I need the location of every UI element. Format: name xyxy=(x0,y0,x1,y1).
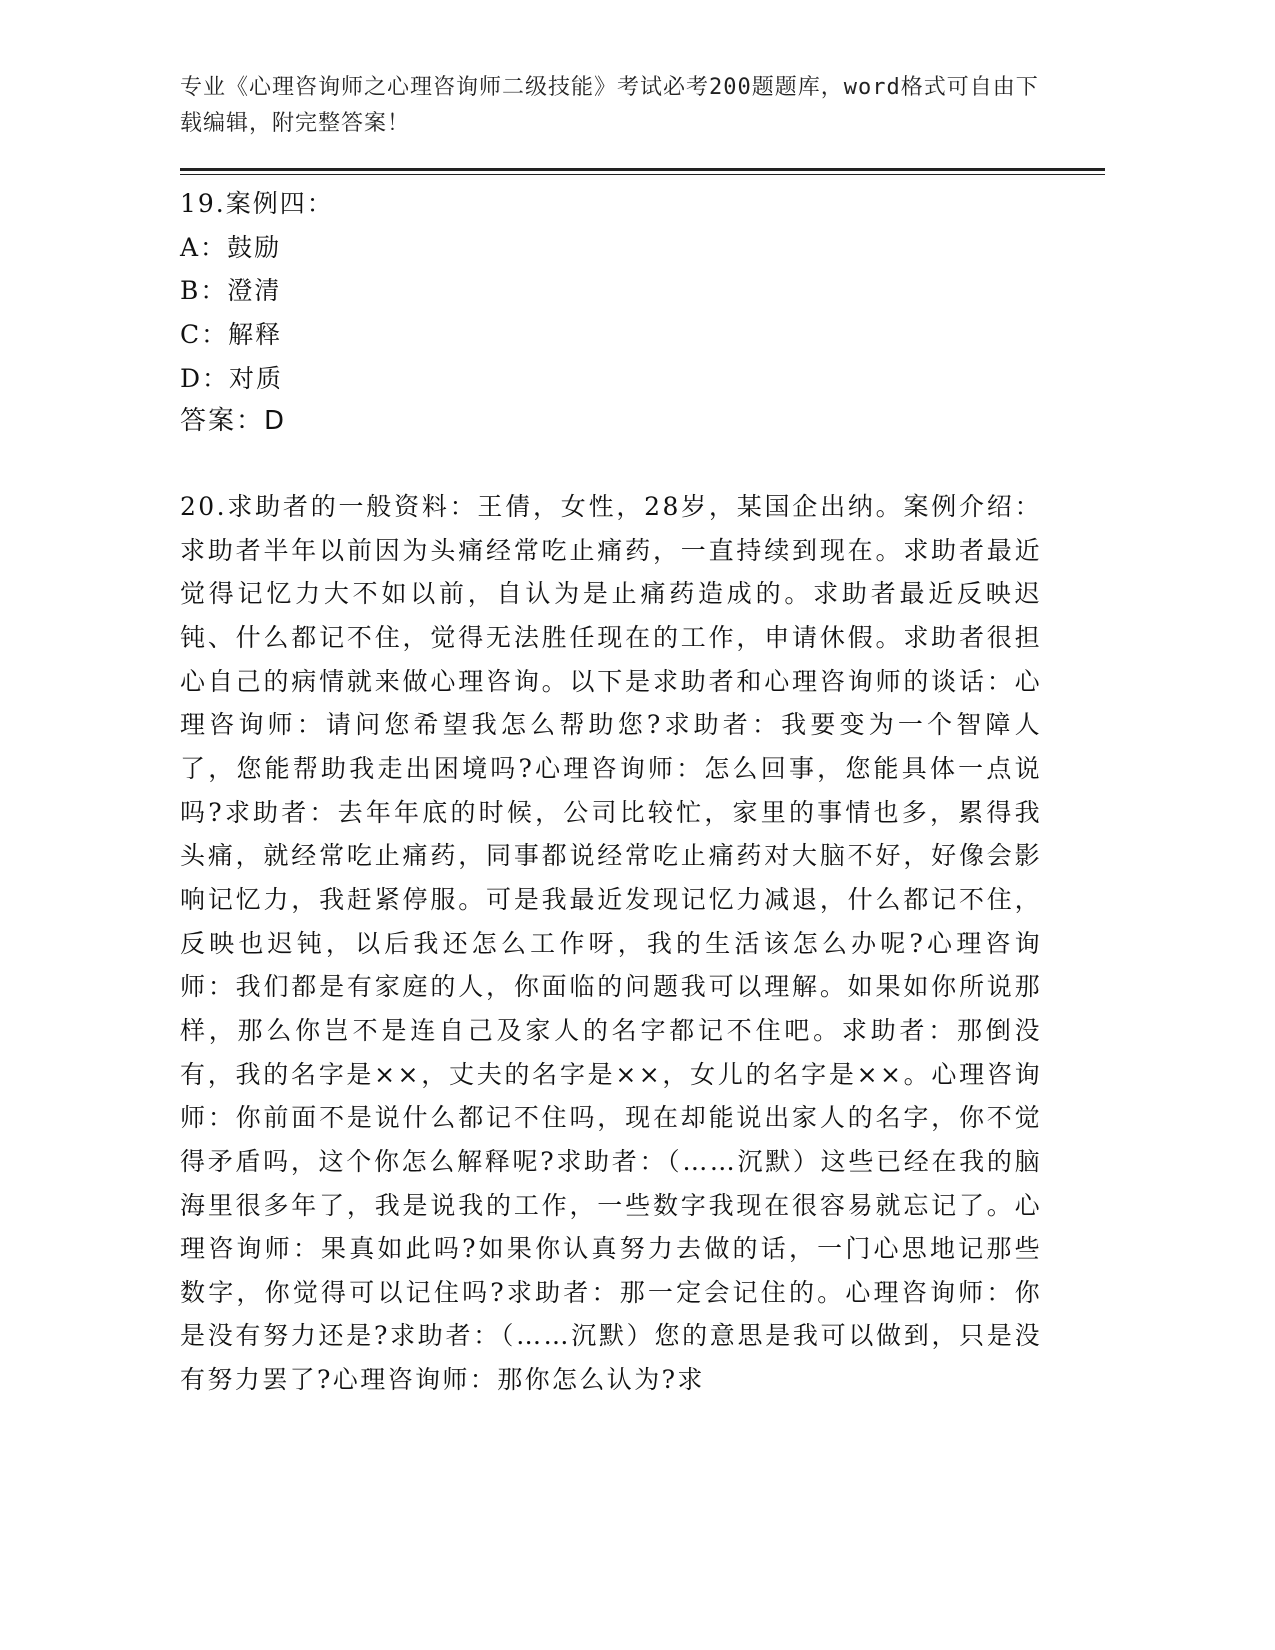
header-rule-thin xyxy=(180,174,1105,175)
option-b xyxy=(180,269,1080,313)
option-key: D： xyxy=(180,363,230,393)
question-stem: 19.案例四： xyxy=(180,189,334,218)
document-header: 专业《心理咨询师之心理咨询师二级技能》考试必考200题题库，word格式可自由下载编辑，附完整答案！ xyxy=(180,75,1039,136)
option-key: B： xyxy=(180,276,228,306)
option-key: A： xyxy=(180,232,228,262)
option-text: 鼓励 xyxy=(227,232,282,262)
option-text: 对质 xyxy=(229,363,284,393)
question-20-paragraph: 20.求助者的一般资料：王倩，女性，28岁，某国企出纳。案例介绍：求助者半年以前因为头痛经常吃止痛药，一直持续到现在。求助者最近觉得记忆力大不如以前，自认为是止痛药造成的。求助者最近反映迟钝、什么都记不住，觉得无法胜任现在的工作，申请休假。求助者很担心自己的病情就来做心理咨询。以下是求助者和心理咨询师的谈话：心理咨询师：请问您希望我怎么帮助您?求助者：我要变为一个智障人了，您能帮助我走出困境吗?心理咨询师：怎么回事，您能具体一点说吗?求助者：去年年底的时候，公司比较忙，家里的事情也多，累得我头痛，就经常吃止痛药，同事都说经常吃止痛药对大脑不好，好像会影响记忆力，我赶紧停服。可是我最近发现记忆力减退，什么都记不住，反映也迟钝，以后我还怎么工作呀，我的生活该怎么办呢?心理咨询师：我们都是有家庭的人，你面临的问题我可以理解。如果如你所说那样，那么你岂不是连自己及家人的名字都记不住吧。求助者：那倒没有，我的名字是××，丈夫的名字是××，女儿的名字是××。心理咨询师：你前面不是说什么都记不住吗，现在却能说出家人的名字，你不觉得矛盾吗，这个你怎么解释呢?求助者：（……沉默）这些已经在我的脑海里很多年了，我是说我的工作，一些数字我现在很容易就忘记了。心理咨询师：果真如此吗?如果你认真努力去做的话，一门心思地记那些数字，你觉得可以记住吗?求助者：那一定会记住的。心理咨询师：你是没有努力还是?求助者：（……沉默）您的意思是我可以做到，只是没有努力罢了?心理咨询师：那你怎么认为?求 xyxy=(180,492,1042,1395)
question-19 xyxy=(180,182,1080,444)
option-text: 解释 xyxy=(228,320,283,350)
answer-line: 答案：D xyxy=(180,406,287,437)
option-a xyxy=(180,226,1080,270)
option-text: 澄清 xyxy=(227,276,282,306)
option-key: C： xyxy=(180,320,229,350)
option-d xyxy=(180,357,1080,401)
option-c xyxy=(180,313,1080,357)
header-rule-thick xyxy=(180,168,1105,171)
